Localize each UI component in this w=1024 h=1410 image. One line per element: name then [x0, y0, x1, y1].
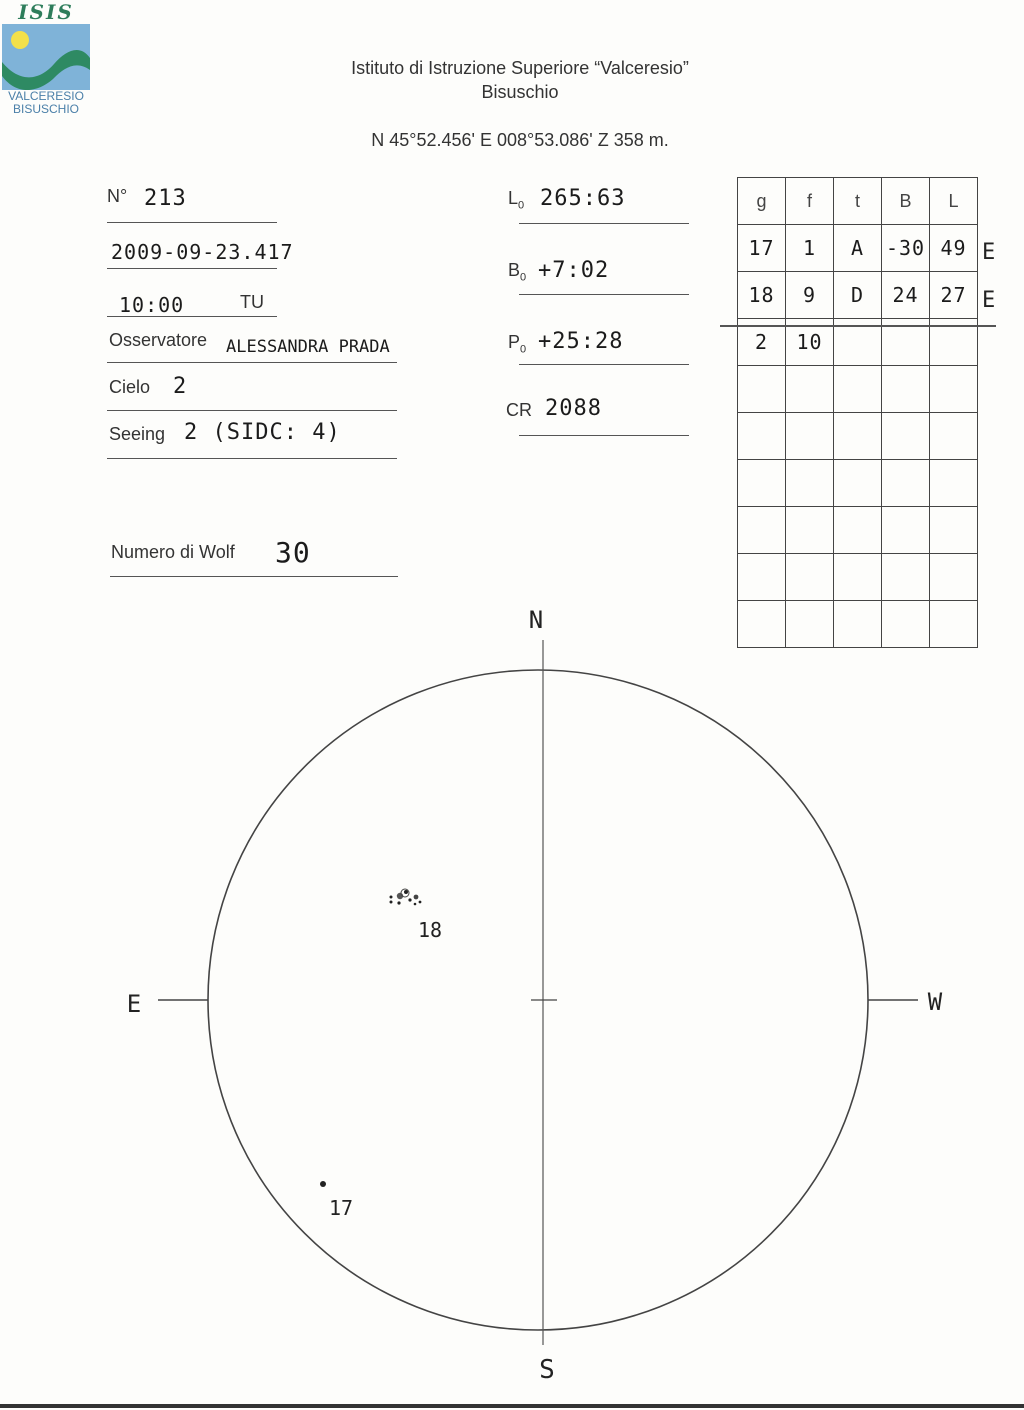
header-f: f: [786, 178, 834, 225]
scan-edge: [0, 1404, 1024, 1408]
sunspot-group-table: [737, 177, 978, 648]
cell-f: 1: [786, 225, 834, 272]
sky-rule: [107, 410, 397, 411]
cell-l: 49: [930, 225, 978, 272]
l0-value: 265:63: [540, 186, 626, 211]
cell-l: 27: [930, 272, 978, 319]
empty-row: [738, 554, 978, 601]
observer-value: ALESSANDRA PRADA: [226, 337, 390, 357]
seeing-rule: [107, 458, 397, 459]
total-groups: 2: [738, 319, 786, 366]
time-value: 10:00: [119, 293, 185, 317]
logo-brand: ISIS: [18, 0, 74, 24]
logo-caption-1: VALCERESIO: [8, 89, 84, 103]
cell-t: A: [834, 225, 882, 272]
table-row: [738, 272, 978, 319]
sunspot-group-18: [390, 889, 443, 942]
header-g: g: [738, 178, 786, 225]
p0-label: [508, 332, 526, 356]
south-label: S: [539, 1355, 555, 1385]
cell-g: 17: [738, 225, 786, 272]
institute-town: Bisuschio: [481, 82, 559, 102]
row-1-side: E: [982, 240, 996, 265]
cell-t: D: [834, 272, 882, 319]
b0-symbol: B: [508, 260, 521, 280]
table-row: [738, 225, 978, 272]
cr-label: CR: [506, 400, 532, 420]
cell-b: -30: [882, 225, 930, 272]
l0-subscript: 0: [518, 199, 525, 212]
group-18-label: 18: [417, 918, 443, 942]
date-value: 2009-09-23.417: [111, 240, 294, 264]
cell-b: 24: [882, 272, 930, 319]
time-rule: [107, 316, 277, 317]
sky-value: 2: [173, 374, 188, 399]
east-label: E: [126, 990, 142, 1018]
empty-row: [738, 507, 978, 554]
l0-symbol: L: [508, 188, 519, 208]
l0-rule: [519, 223, 689, 224]
empty-row: [738, 413, 978, 460]
observer-rule: [107, 362, 397, 363]
number-value: 213: [144, 186, 187, 211]
wolf-label: Numero di Wolf: [111, 542, 235, 562]
p0-symbol: P: [508, 332, 521, 352]
sky-label: Cielo: [109, 377, 151, 397]
solar-disk-drawing: [0, 600, 1024, 1390]
header-b: B: [882, 178, 930, 225]
table-header-row: [738, 178, 978, 225]
p0-rule: [519, 364, 689, 365]
p0-subscript: 0: [520, 343, 527, 356]
b0-label: [508, 260, 526, 284]
b0-value: +7:02: [538, 258, 610, 283]
cr-rule: [519, 435, 689, 436]
totals-separator: [720, 325, 996, 327]
observer-label: Osservatore: [109, 330, 208, 350]
date-rule: [107, 268, 277, 269]
b0-subscript: 0: [520, 271, 527, 284]
header-t: t: [834, 178, 882, 225]
total-spots: 10: [786, 319, 834, 366]
group-17-label: 17: [328, 1196, 354, 1220]
wolf-value: 30: [275, 536, 311, 569]
west-label: W: [927, 988, 943, 1016]
l0-label: [508, 188, 524, 212]
b0-rule: [519, 294, 689, 295]
north-label: N: [528, 606, 544, 634]
seeing-value: 2 (SIDC: 4): [184, 420, 341, 445]
institute-name: Istituto di Istruzione Superiore “Valceresio”: [351, 58, 689, 78]
cr-value: 2088: [545, 396, 602, 421]
empty-row: [738, 460, 978, 507]
number-label: N°: [107, 186, 128, 206]
row-2-side: E: [982, 288, 996, 313]
logo-caption-2: BISUSCHIO: [12, 102, 79, 116]
empty-row: [738, 366, 978, 413]
time-unit: TU: [240, 292, 264, 312]
station-coordinates: N 45°52.456' E 008°53.086' Z 358 m.: [371, 130, 669, 150]
sunspot-group-17: [320, 1181, 353, 1220]
number-rule: [107, 222, 277, 223]
institute-logo: [0, 0, 92, 118]
header-l: L: [930, 178, 978, 225]
wolf-rule: [110, 576, 398, 577]
cell-g: 18: [738, 272, 786, 319]
cell-f: 9: [786, 272, 834, 319]
p0-value: +25:28: [538, 329, 624, 354]
seeing-label: Seeing: [109, 424, 166, 444]
